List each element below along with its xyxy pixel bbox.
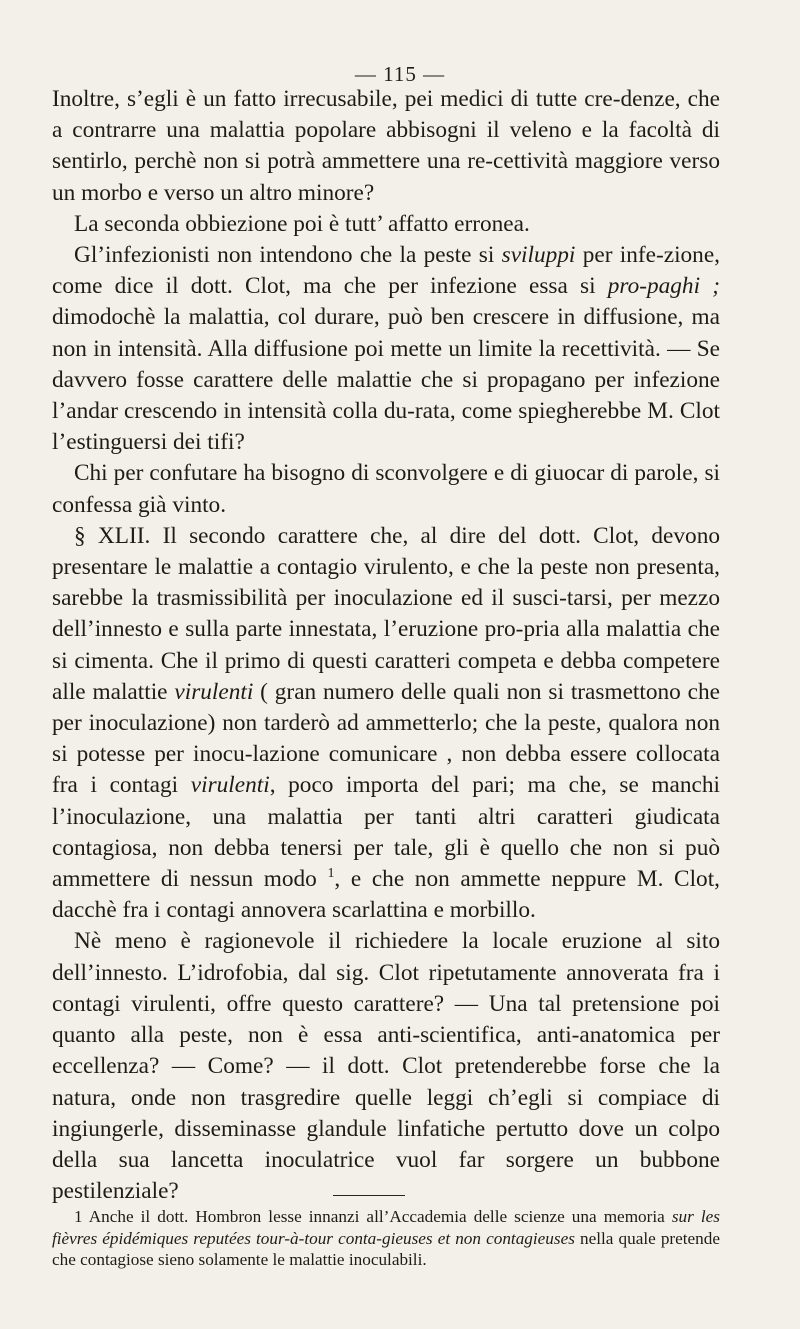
text-run: Anche il dott. Hombron lesse innanzi all’Accademia delle scienze una memoria xyxy=(82,1207,672,1226)
italic-term: virulenti xyxy=(174,678,254,705)
paragraph-6: Nè meno è ragionevole il richiedere la locale eruzione al sito dell’innesto. L’idrofobia, dal sig. Clot ripetutamente annoverata fra i contagi virulenti, offre questo carattere? — Una tal pretensione poi quanto alla peste, non è essa anti-scientifica, anti-anatomica per eccellenza? — Come? — il dott. Clot pretenderebbe forse che la natura, onde non trasgredire quelle leggi ch’egli si compiace di ingiungerle, disseminasse glandule linfatiche pertutto dove un colpo della sua lancetta inoculatrice vuol far sorgere un bubbone pestilenziale? xyxy=(52,928,720,1205)
italic-title: sur les fièvres épidémiques reputées tour-à-tour conta-gieuses et non contagieuses xyxy=(52,1207,720,1248)
main-text xyxy=(52,84,720,1207)
paragraph-4: Chi per confutare ha bisogno di sconvolgere e di giuocar di parole, si confessa già vinto. xyxy=(52,460,720,518)
italic-term: virulenti xyxy=(190,772,270,799)
text-run: , e che non ammette neppure M. Clot, dacchè fra i contagi annovera scarlattina e morbillo. xyxy=(52,866,720,924)
italic-term: sviluppi xyxy=(501,242,576,269)
text-run: , poco importa del pari; ma che, se manchi l’inoculazione, una malattia per tanti altri caratteri giudicata contagiosa, non debba tenersi per tale, gli è quello che non si può ammettere di nessun modo xyxy=(52,772,720,893)
text-run: per infe-zione, come dice il dott. Clot, ma che per infezione essa si xyxy=(52,242,720,300)
footnote-ref: 1 xyxy=(327,866,335,882)
paragraph-1: Inoltre, s’egli è un fatto irrecusabile, pei medici di tutte cre-denze, che a contrarre una malattia popolare abbisogni il veleno e la facoltà di sentirlo, perchè non si potrà ammettere una re-cettività maggiore verso un morbo e verso un altro minore? xyxy=(52,86,720,206)
paragraph-2: La seconda obbiezione poi è tutt’ affatto erronea. xyxy=(74,210,530,237)
text-run: ( gran numero delle quali non si trasmettono che per inoculazione) non tarderò ad ammetterlo; che la peste, qualora non si potesse per inocu-lazione comunicare , non debba essere collocata fra i contagi xyxy=(52,678,720,799)
text-run: Gl’infezionisti non intendono che la peste si xyxy=(74,242,502,269)
paragraph-3 xyxy=(52,240,720,458)
paragraph-5-section-xlii xyxy=(52,521,720,927)
text-run: dimodochè la malattia, col durare, può ben crescere in diffusione, ma non in intensità. Alla diffusione poi mette un limite la recettività. — Se davvero fosse carattere delle malattie che si propagano per infezione l’andar crescendo in intensità colla du-rata, come spiegherebbe M. Clot l’estinguersi dei tifi? xyxy=(52,304,720,456)
text-run: nella quale pretende che contagiose sieno solamente le malattie inoculabili. xyxy=(52,1228,720,1269)
footnote-divider xyxy=(333,1195,405,1196)
italic-term: pro-paghi ; xyxy=(607,273,720,300)
page-number: — 115 — xyxy=(354,62,446,86)
text-run: § XLII. Il secondo carattere che, al dire del dott. Clot, devono presentare le malattie a contagio virulento, e che la peste non presenta, sarebbe la trasmissibilità per inoculazione ed il susci-tarsi, per mezzo dell’innesto e sulla parte innestata, l’eruzione pro-pria alla malattia che si cimenta. Che il primo di questi caratteri competa e debba competere alle malattie xyxy=(52,522,720,705)
footnote-marker: 1 xyxy=(74,1207,83,1226)
footnote xyxy=(52,1206,720,1271)
